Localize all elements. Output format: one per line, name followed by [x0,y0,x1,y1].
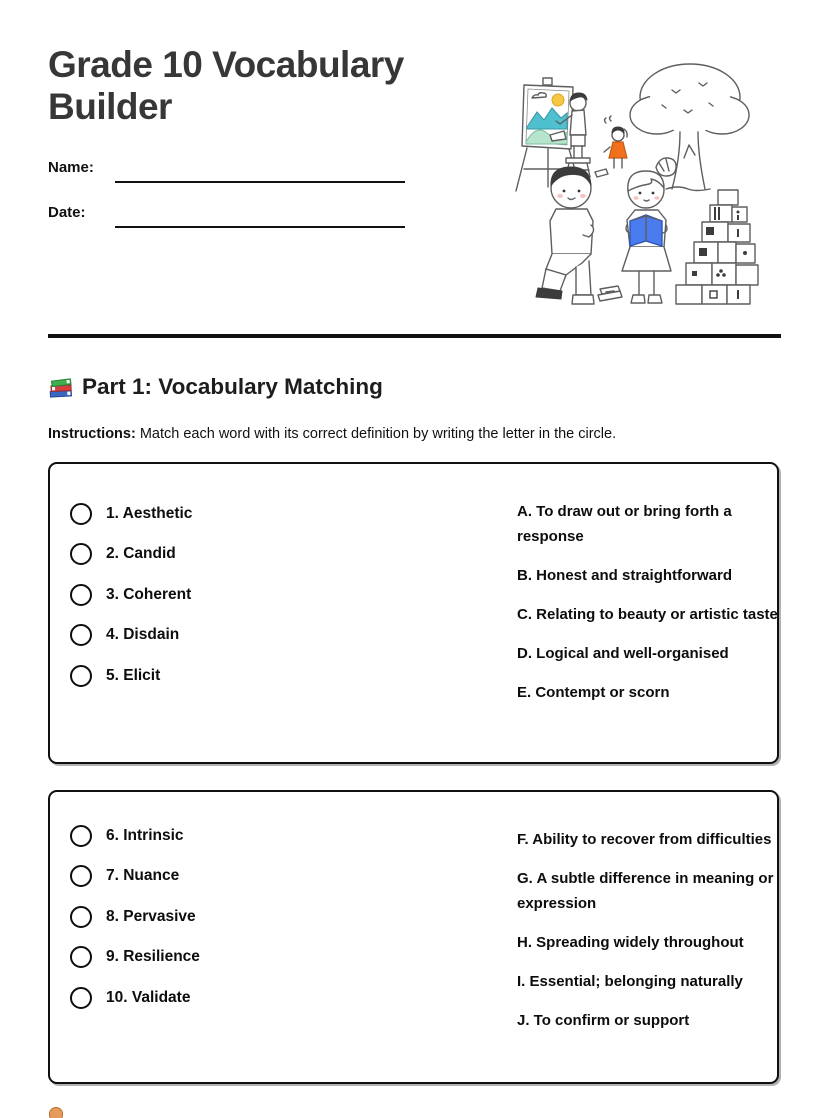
blocks-tower [676,190,758,304]
word-item [70,865,200,888]
definition-item: G. A subtle difference in meaning or expression [517,870,774,912]
part1-heading-label: Part 1: Vocabulary Matching [82,374,383,399]
answer-circle-3[interactable] [70,584,92,606]
date-input-line[interactable] [115,226,405,228]
definition-item: D. Logical and well-organised [517,645,729,662]
name-label: Name: [48,159,94,176]
word-label: 5. Elicit [106,666,161,684]
reading-boy [536,167,594,304]
definition-item: I. Essential; belonging naturally [517,973,743,990]
ground-books [598,286,622,301]
answer-circle-8[interactable] [70,906,92,928]
word-item [70,986,200,1009]
section-divider [48,334,781,338]
word-label: 9. Resilience [106,948,200,965]
definition-item: H. Spreading widely throughout [517,934,744,951]
answer-circle-2[interactable] [70,543,92,565]
word-label: 2. Candid [106,545,176,562]
words-column [70,792,200,1027]
word-label: 3. Coherent [106,585,192,603]
word-label: 10. Validate [106,988,191,1006]
word-label: 1. Aesthetic [106,504,193,522]
definition-item: F. Ability to recover from difficulties [517,831,772,848]
definitions-column [517,499,779,719]
answer-circle-10[interactable] [70,987,92,1009]
answer-circle-5[interactable] [70,665,92,687]
part1-heading [48,374,383,400]
word-label: 6. Intrinsic [106,826,184,844]
word-label: 7. Nuance [106,867,180,884]
definition-item: B. Honest and straightforward [517,567,733,584]
instructions-text: Instructions: Match each word with its correct definition by writing the letter in the circle. [48,426,617,442]
word-item [70,946,200,969]
name-input-line[interactable] [115,181,405,183]
date-label: Date: [48,204,86,221]
word-label: 8. Pervasive [106,907,196,925]
definitions-column [517,827,779,1047]
definition-item: A. To draw out or bring forth a response [517,503,732,545]
definition-item: J. To confirm or support [517,1012,690,1029]
word-item [70,624,192,647]
word-item [70,905,200,928]
word-label: 4. Disdain [106,626,180,643]
answer-circle-6[interactable] [70,825,92,847]
reading-girl [622,158,676,303]
word-item [70,583,192,606]
instructions-label: Instructions: [48,426,136,442]
word-item [70,543,192,566]
writing-hand-icon-partial [49,1107,63,1118]
small-girl [595,116,627,177]
matching-box-1 [48,462,779,764]
definition-item: C. Relating to beauty or artistic taste [517,606,778,623]
word-item [70,502,192,525]
kids-illustration [494,55,764,307]
word-item [70,664,192,687]
word-item [70,824,200,847]
answer-circle-7[interactable] [70,865,92,887]
books-icon [48,374,74,400]
matching-box-2 [48,790,779,1084]
answer-circle-1[interactable] [70,503,92,525]
words-column [70,464,192,705]
definition-item: E. Contempt or scorn [517,684,670,701]
answer-circle-9[interactable] [70,946,92,968]
answer-circle-4[interactable] [70,624,92,646]
page-title: Grade 10 Vocabulary Builder [48,44,404,127]
